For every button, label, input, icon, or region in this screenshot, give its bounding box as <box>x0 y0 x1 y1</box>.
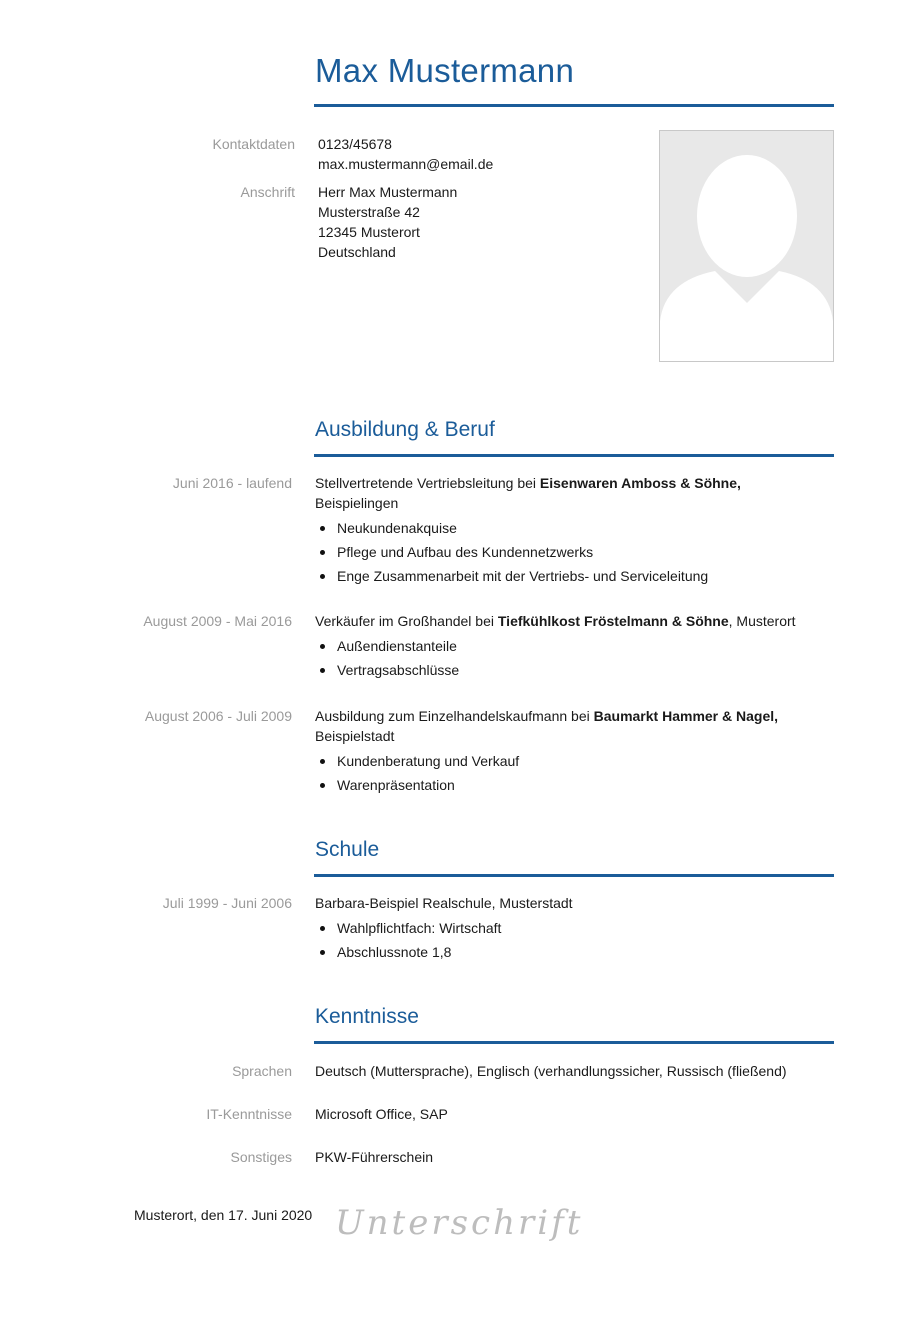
list-item: Abschlussnote 1,8 <box>315 940 815 964</box>
job-title: Verkäufer im Großhandel bei <box>315 613 498 629</box>
list-item: Warenpräsentation <box>315 773 815 797</box>
job-title-line <box>315 473 815 493</box>
section-rule <box>314 874 834 877</box>
job-entry <box>315 706 815 797</box>
entry-date: Juni 2016 - laufend <box>172 475 292 491</box>
address-line: Deutschland <box>318 244 396 260</box>
job-location: Beispielstadt <box>315 728 395 744</box>
applicant-name: Max Mustermann <box>315 52 575 89</box>
section-title-beruf: Ausbildung & Beruf <box>315 418 495 441</box>
job-title-line <box>315 611 815 631</box>
entry-date: Juli 1999 - Juni 2006 <box>162 895 292 911</box>
address-line: 12345 Musterort <box>318 224 420 240</box>
skill-label: Sonstiges <box>230 1149 292 1165</box>
job-title-line <box>315 706 815 726</box>
detail-list <box>315 916 815 964</box>
skill-value: PKW-Führerschein <box>315 1149 434 1165</box>
email-address: max.mustermann@email.de <box>318 156 494 172</box>
job-location: , Musterort <box>728 613 796 629</box>
list-item: Vertragsabschlüsse <box>315 658 815 682</box>
skill-label: Sprachen <box>232 1063 292 1079</box>
list-item: Enge Zusammenarbeit mit der Vertriebs- und Serviceleitung <box>315 564 815 588</box>
address-line: Herr Max Mustermann <box>318 184 458 200</box>
entry-date: August 2006 - Juli 2009 <box>144 708 292 724</box>
list-item: Kundenberatung und Verkauf <box>315 749 815 773</box>
section-rule <box>314 1041 834 1044</box>
skill-value: Microsoft Office, SAP <box>315 1106 448 1122</box>
contact-label: Kontaktdaten <box>212 136 295 152</box>
section-title-schule: Schule <box>315 838 380 861</box>
list-item: Wahlpflichtfach: Wirtschaft <box>315 916 815 940</box>
list-item: Pflege und Aufbau des Kundennetzwerks <box>315 540 815 564</box>
school-entry <box>315 893 815 964</box>
signature: Unterschrift <box>335 1203 584 1243</box>
job-title: Ausbildung zum Einzelhandelskaufmann bei <box>315 708 594 724</box>
list-item: Neukundenakquise <box>315 516 815 540</box>
address-line: Musterstraße 42 <box>318 204 420 220</box>
company-name: Tiefkühlkost Fröstelmann & Söhne <box>497 613 729 629</box>
company-name: Baumarkt Hammer & Nagel, <box>593 708 779 724</box>
place-date: Musterort, den 17. Juni 2020 <box>134 1207 313 1223</box>
job-entry <box>315 611 815 682</box>
school-name: Barbara-Beispiel Realschule, Musterstadt <box>315 895 573 911</box>
task-list <box>315 749 815 797</box>
header-rule <box>314 104 834 107</box>
job-title: Stellvertretende Vertriebsleitung bei <box>315 475 540 491</box>
phone-number: 0123/45678 <box>318 136 392 152</box>
job-location: Beispielingen <box>315 495 399 511</box>
list-item: Außendienstanteile <box>315 634 815 658</box>
company-name: Eisenwaren Amboss & Söhne, <box>539 475 741 491</box>
skill-value: Deutsch (Muttersprache), Englisch (verhandlungssicher, Russisch (fließend) <box>315 1063 787 1079</box>
section-rule <box>314 454 834 457</box>
profile-photo-placeholder <box>659 130 834 362</box>
entry-date: August 2009 - Mai 2016 <box>143 613 292 629</box>
person-silhouette-icon <box>660 131 833 361</box>
address-label: Anschrift <box>240 184 295 200</box>
section-title-kenntnisse: Kenntnisse <box>315 1005 419 1028</box>
skill-label: IT-Kenntnisse <box>206 1106 292 1122</box>
task-list <box>315 516 815 588</box>
task-list <box>315 634 815 682</box>
job-entry <box>315 473 815 588</box>
